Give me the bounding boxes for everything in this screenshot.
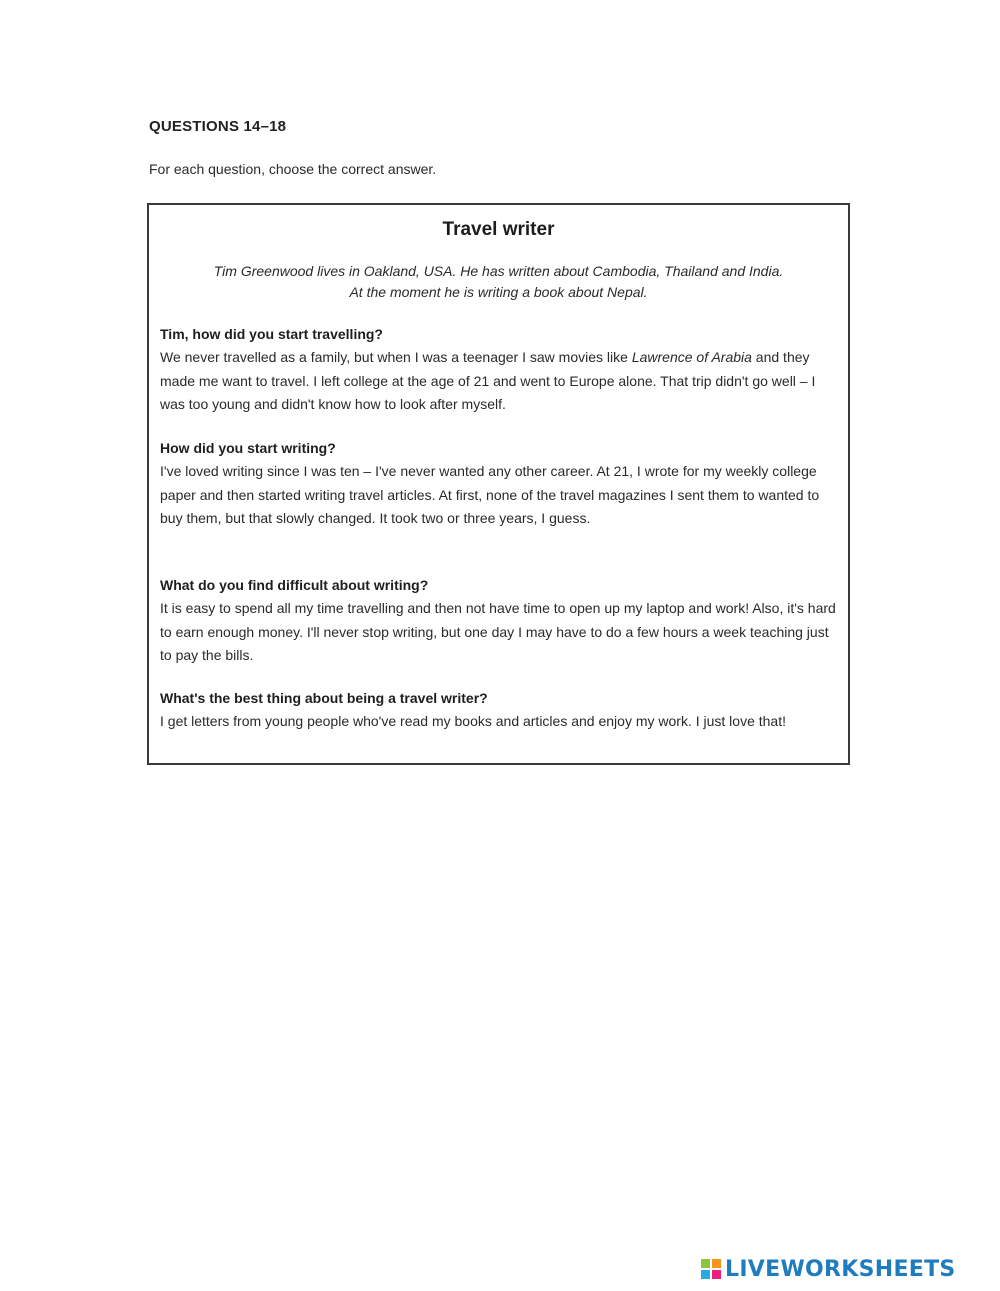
movie-title: Lawrence of Arabia [631, 349, 752, 365]
liveworksheets-brand[interactable] [700, 1256, 956, 1282]
section-heading: QUESTIONS 14–18 [149, 118, 287, 135]
question-heading-1: Tim, how did you start travelling? [160, 326, 383, 342]
instruction-text: For each question, choose the correct answer. [149, 161, 437, 177]
article-box [147, 203, 850, 765]
logo-tile-green [700, 1258, 711, 1269]
answer-paragraph-4: I get letters from young people who've read my books and articles and enjoy my work. I just love that! [160, 713, 786, 729]
question-heading-2: How did you start writing? [160, 440, 336, 456]
article-title: Travel writer [442, 219, 555, 240]
logo-tile-orange [711, 1258, 722, 1269]
article-intro [159, 261, 838, 303]
logo-tile-pink [711, 1269, 722, 1280]
logo-tile-blue [700, 1269, 711, 1280]
answer-paragraph-3: It is easy to spend all my time travelling and then not have time to open up my laptop and work! Also, it's hard to earn enough money. I'll never stop writing, but one day I may have to do a few hours a week teaching just to pay the bills. [160, 600, 836, 663]
question-heading-4: What's the best thing about being a travel writer? [160, 690, 488, 706]
liveworksheets-logo-icon [700, 1258, 722, 1280]
question-heading-3: What do you find difficult about writing? [160, 577, 429, 593]
article-intro-line-1: Tim Greenwood lives in Oakland, USA. He has written about Cambodia, Thailand and India. [213, 263, 784, 279]
answer-paragraph-1 [160, 346, 840, 417]
answer-1-text-end: and they made me want to travel. I left college at the age of 21 and went to Europe alone. That trip didn't go well – I was too young and didn't know how to look after myself. [160, 349, 816, 412]
answer-paragraph-2: I've loved writing since I was ten – I've never wanted any other career. At 21, I wrote for my weekly college paper and then started writing travel articles. At first, none of the travel magazines I sent them to wanted to buy them, but that slowly changed. It took two or three years, I guess. [160, 463, 820, 526]
answer-1-text-start: We never travelled as a family, but when I was a teenager I saw movies like [160, 349, 632, 365]
liveworksheets-logo-text: LIVEWORKSHEETS [725, 1256, 956, 1282]
article-intro-line-2: At the moment he is writing a book about Nepal. [349, 284, 648, 300]
